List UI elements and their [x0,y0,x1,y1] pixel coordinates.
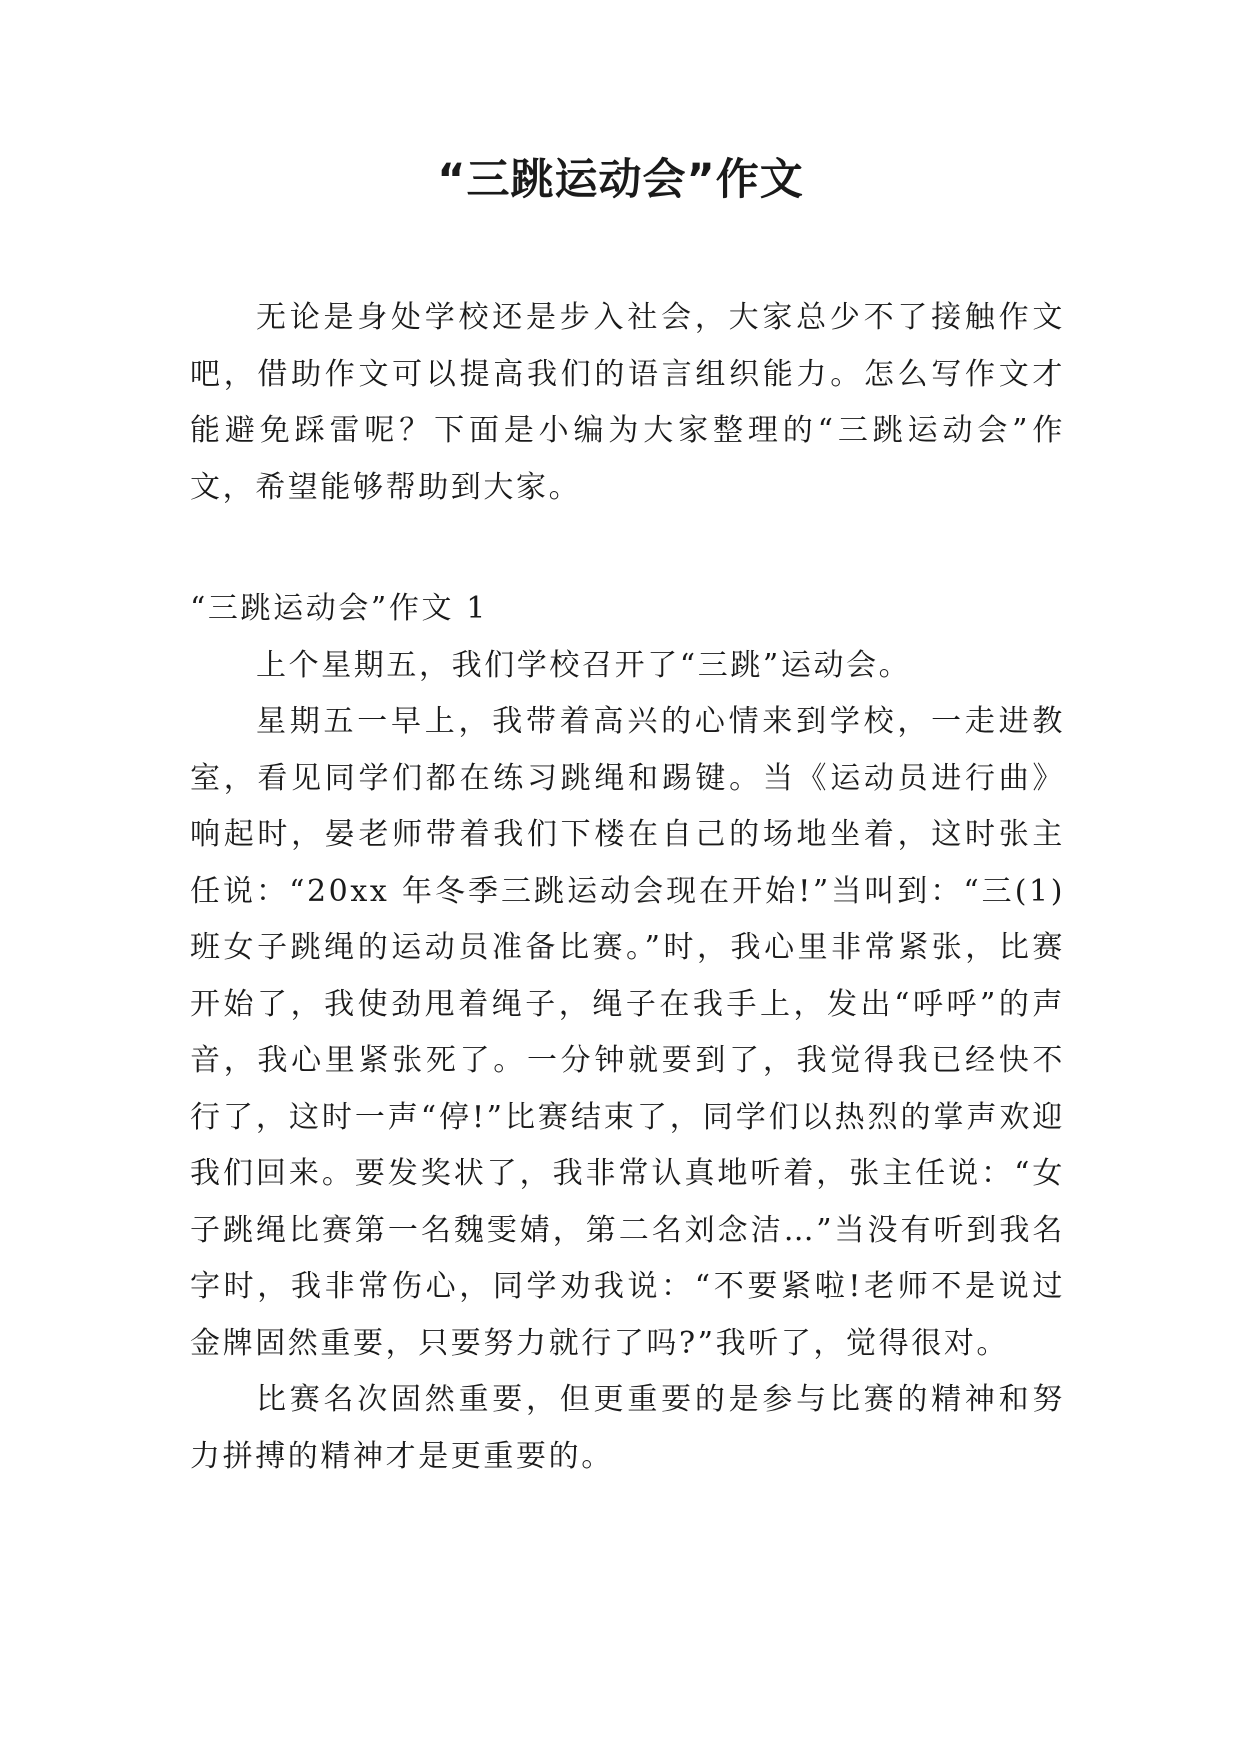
paragraph: 星期五一早上，我带着高兴的心情来到学校，一走进教室，看见同学们都在练习跳绳和踢键。当《运动员进行曲》响起时，晏老师带着我们下楼在自己的场地坐着，这时张主任说：“20xx 年冬季三跳运动会现在开始!”当叫到：“三(1)班女子跳绳的运动员准备比赛。”时，我心里非常紧张，比赛开始了，我使劲甩着绳子，绳子在我手上，发出“呼呼”的声音，我心里紧张死了。一分钟就要到了，我觉得我已经快不行了，这时一声“停!”比赛结束了，同学们以热烈的掌声欢迎我们回来。要发奖状了，我非常认真地听着，张主任说：“女子跳绳比赛第一名魏雯婧，第二名刘念洁…”当没有听到我名字时，我非常伤心，同学劝我说：“不要紧啦!老师不是说过金牌固然重要，只要努力就行了吗?”我听了，觉得很对。 [190,704,1065,1361]
paragraph: 上个星期五，我们学校召开了“三跳”运动会。 [256,647,912,683]
intro-paragraph: 无论是身处学校还是步入社会，大家总少不了接触作文吧，借助作文可以提高我们的语言组织能力。怎么写作文才能避免踩雷呢？下面是小编为大家整理的“三跳运动会”作文，希望能够帮助到大家。 [190,300,1065,505]
section-heading: “三跳运动会”作文 1 [190,591,488,626]
document-title: “三跳运动会”作文 [437,155,804,205]
paragraph: 比赛名次固然重要，但更重要的是参与比赛的精神和努力拼搏的精神才是更重要的。 [190,1382,1065,1474]
intro-block [190,290,1065,516]
essay-section [190,581,1065,1485]
